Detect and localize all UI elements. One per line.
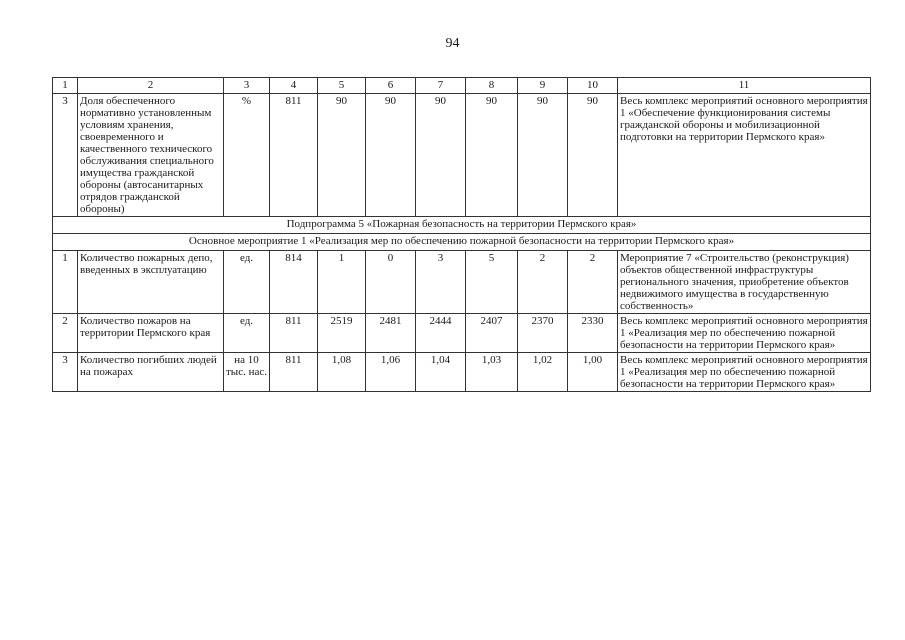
value-cell: 2481 [366, 314, 416, 353]
value-cell: 2 [518, 251, 568, 314]
header-cell: 7 [416, 78, 466, 94]
row-number: 3 [53, 353, 78, 392]
code-cell: 814 [270, 251, 318, 314]
unit-cell: ед. [224, 251, 270, 314]
subprogram-row [53, 217, 871, 234]
value-cell: 90 [518, 94, 568, 217]
table-row [53, 94, 871, 217]
value-cell: 90 [318, 94, 366, 217]
indicator-name: Количество погибших людей на пожарах [78, 353, 224, 392]
unit-cell: ед. [224, 314, 270, 353]
indicator-name: Доля обеспеченного нормативно установленным условиям хранения, своевременного и качественного технического обслуживания специального имущества гражданской обороны (автосанитарных отрядов гражданской обороны) [78, 94, 224, 217]
event-cell: Весь комплекс мероприятий основного мероприятия 1 «Обеспечение функционирования системы гражданской обороны и мобилизационной подготовки на территории Пермского края» [618, 94, 871, 217]
value-cell: 90 [366, 94, 416, 217]
value-cell: 90 [416, 94, 466, 217]
indicator-name: Количество пожаров на территории Пермского края [78, 314, 224, 353]
header-cell: 8 [466, 78, 518, 94]
code-cell: 811 [270, 94, 318, 217]
row-number: 3 [53, 94, 78, 217]
value-cell: 2407 [466, 314, 518, 353]
table-row [53, 353, 871, 392]
indicators-table [52, 77, 871, 392]
value-cell: 90 [568, 94, 618, 217]
value-cell: 1,00 [568, 353, 618, 392]
value-cell: 2 [568, 251, 618, 314]
header-row [53, 78, 871, 94]
subprogram-title: Подпрограмма 5 «Пожарная безопасность на территории Пермского края» [53, 217, 871, 234]
event-cell: Мероприятие 7 «Строительство (реконструкция) объектов общественной инфраструктуры регионального значения, приобретение объектов недвижимого имущества в государственную собственность» [618, 251, 871, 314]
value-cell: 0 [366, 251, 416, 314]
value-cell: 1,08 [318, 353, 366, 392]
page-number: 94 [445, 36, 460, 51]
value-cell: 5 [466, 251, 518, 314]
value-cell: 3 [416, 251, 466, 314]
header-cell: 4 [270, 78, 318, 94]
header-cell: 5 [318, 78, 366, 94]
header-cell: 2 [78, 78, 224, 94]
header-cell: 11 [618, 78, 871, 94]
header-cell: 3 [224, 78, 270, 94]
unit-cell: на 10 тыс. нас. [224, 353, 270, 392]
value-cell: 2444 [416, 314, 466, 353]
event-cell: Весь комплекс мероприятий основного мероприятия 1 «Реализация мер по обеспечению пожарной безопасности на территории Пермского края» [618, 314, 871, 353]
value-cell: 1,02 [518, 353, 568, 392]
row-number: 2 [53, 314, 78, 353]
code-cell: 811 [270, 314, 318, 353]
value-cell: 1 [318, 251, 366, 314]
table-row [53, 314, 871, 353]
header-cell: 6 [366, 78, 416, 94]
value-cell: 2370 [518, 314, 568, 353]
main-event-title: Основное мероприятие 1 «Реализация мер по обеспечению пожарной безопасности на территории Пермского края» [53, 234, 871, 251]
header-cell: 1 [53, 78, 78, 94]
table-row [53, 251, 871, 314]
value-cell: 90 [466, 94, 518, 217]
unit-cell: % [224, 94, 270, 217]
value-cell: 1,06 [366, 353, 416, 392]
indicator-name: Количество пожарных депо, введенных в эксплуатацию [78, 251, 224, 314]
main-event-row [53, 234, 871, 251]
value-cell: 2519 [318, 314, 366, 353]
event-cell: Весь комплекс мероприятий основного мероприятия 1 «Реализация мер по обеспечению пожарной безопасности на территории Пермского края» [618, 353, 871, 392]
value-cell: 1,03 [466, 353, 518, 392]
header-cell: 9 [518, 78, 568, 94]
header-cell: 10 [568, 78, 618, 94]
code-cell: 811 [270, 353, 318, 392]
value-cell: 1,04 [416, 353, 466, 392]
row-number: 1 [53, 251, 78, 314]
value-cell: 2330 [568, 314, 618, 353]
